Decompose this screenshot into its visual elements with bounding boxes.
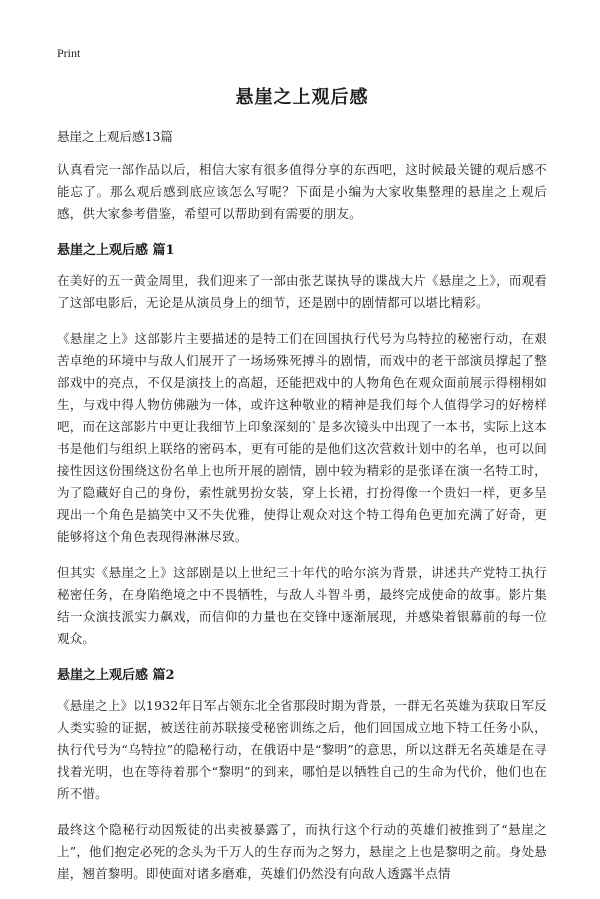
print-link[interactable]: Print bbox=[57, 46, 81, 60]
document-page bbox=[57, 46, 547, 899]
section-heading-2: 悬崖之上观后感 篇2 bbox=[57, 668, 175, 683]
section-1-paragraph: 在美好的五一黄金周里，我们迎来了一部由张艺谋执导的谍战大片《悬崖之上》，而观看了这部电影后，无论是从演员身上的细节，还是剧中的剧情都可以堪比精彩。 bbox=[57, 273, 547, 310]
section-heading-1: 悬崖之上观后感 篇1 bbox=[57, 243, 175, 258]
section-2-paragraph: 《悬崖之上》以1932年日军占领东北全省那段时期为背景，一群无名英雄为获取日军反人类实验的证据，被送往前苏联接受秘密训练之后，他们回国成立地下特工任务小队，执行代号为“乌特拉”的隐秘行动，在俄语中是“黎明”的意思，所以这群无名英雄是在寻找着光明，也在等待着那个“黎明”的到来，哪怕是以牺牲自己的生命为代价，他们也在所不惜。 bbox=[57, 698, 547, 801]
document-subtitle: 悬崖之上观后感13篇 bbox=[57, 129, 173, 144]
intro-paragraph: 认真看完一部作品以后，相信大家有很多值得分享的东西吧，这时候最关键的观后感不能忘了。那么观后感到底应该怎么写呢？下面是小编为大家收集整理的悬崖之上观后感，供大家参考借鉴，希望可以帮助到有需要的朋友。 bbox=[57, 162, 547, 221]
section-2-paragraph: 最终这个隐秘行动因叛徒的出卖被暴露了，而执行这个行动的英雄们被推到了“悬崖之上”，他们抱定必死的念头为千万人的生存而为之努力，悬崖之上也是黎明之前。身处悬崖，翘首黎明。即使面对诸多磨难，英雄们仍然没有向敌人透露半点情 bbox=[57, 822, 547, 881]
section-1-paragraph: 《悬崖之上》这部影片主要描述的是特工们在回国执行代号为乌特拉的秘密行动，在艰苦卓绝的环境中与敌人们展开了一场场殊死搏斗的剧情，而戏中的老干部演员撑起了整部戏中的亮点，不仅是演技上的高超，还能把戏中的人物角色在观众面前展示得栩栩如生，与戏中得人物仿佛融为一体，或许这种敬业的精神是我们每个人值得学习的好榜样吧，而在这部影片中更让我细节上印象深刻的`是多次镜头中出现了一本书，实际上这本书是他们与组织上联络的密码本，更有可能的是他们这次营救计划中的名单，也可以间接性因这份围绕这份名单上也所开展的剧情，剧中较为精彩的是张译在演一名特工时，为了隐藏好自己的身份，索性就男扮女装，穿上长裙，打扮得像一个贵妇一样，更多呈现出一个角色是搞笑中又不失优雅，使得让观众对这个特工得角色更加充满了好奇，更能够将这个角色表现得淋淋尽致。 bbox=[57, 331, 547, 544]
section-1-paragraph: 但其实《悬崖之上》这部剧是以上世纪三十年代的哈尔滨为背景，讲述共产党特工执行秘密任务，在身陷绝境之中不畏牺牲，与敌人斗智斗勇，最终完成使命的故事。影片集结一众演技派实力飙戏，而信仰的力量也在交锋中逐渐展现，并感染着银幕前的每一位观众。 bbox=[57, 565, 547, 646]
page-title: 悬崖之上观后感 bbox=[235, 87, 369, 108]
